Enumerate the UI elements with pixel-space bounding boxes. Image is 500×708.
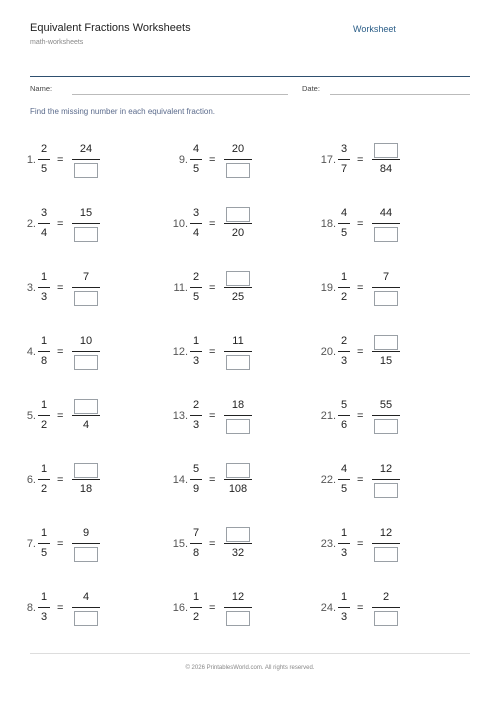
- fraction-bar: [190, 607, 202, 608]
- fraction-bar: [190, 223, 202, 224]
- fraction-bar: [338, 415, 350, 416]
- answer-box[interactable]: [374, 547, 398, 562]
- fraction-bar: [224, 351, 252, 352]
- given-numerator: 18: [231, 399, 245, 411]
- fraction-bar: [372, 479, 400, 480]
- fraction-bar: [190, 543, 202, 544]
- given-numerator: 12: [231, 591, 245, 603]
- fraction-bar: [372, 415, 400, 416]
- left-numerator: 2: [192, 271, 200, 283]
- given-numerator: 7: [82, 271, 90, 283]
- equals-sign: =: [357, 474, 364, 486]
- date-field-line[interactable]: [330, 94, 470, 95]
- fraction-bar: [372, 351, 400, 352]
- answer-box[interactable]: [226, 611, 250, 626]
- name-label: Name:: [30, 84, 53, 93]
- answer-box[interactable]: [226, 207, 250, 222]
- equals-sign: =: [209, 154, 216, 166]
- fraction-bar: [72, 479, 100, 480]
- fraction-bar: [224, 223, 252, 224]
- left-numerator: 1: [340, 591, 348, 603]
- fraction-bar: [372, 159, 400, 160]
- equals-sign: =: [57, 538, 64, 550]
- equals-sign: =: [57, 218, 64, 230]
- given-denominator: 32: [231, 547, 245, 559]
- left-denominator: 9: [192, 483, 200, 495]
- fraction-bar: [224, 287, 252, 288]
- problem-number: 17.: [320, 154, 336, 166]
- given-denominator: 4: [82, 419, 90, 431]
- answer-box[interactable]: [74, 547, 98, 562]
- problem-number: 24.: [320, 602, 336, 614]
- fraction-bar: [372, 287, 400, 288]
- equals-sign: =: [57, 602, 64, 614]
- answer-box[interactable]: [74, 611, 98, 626]
- left-numerator: 2: [192, 399, 200, 411]
- worksheet-badge: Worksheet: [353, 24, 396, 34]
- answer-box[interactable]: [374, 227, 398, 242]
- worksheet-title: Equivalent Fractions Worksheets: [30, 22, 191, 34]
- fraction-bar: [72, 607, 100, 608]
- given-numerator: 7: [382, 271, 390, 283]
- fraction-bar: [190, 479, 202, 480]
- answer-box[interactable]: [374, 143, 398, 158]
- left-denominator: 8: [40, 355, 48, 367]
- name-field-line[interactable]: [72, 94, 288, 95]
- fraction-bar: [72, 415, 100, 416]
- equals-sign: =: [357, 346, 364, 358]
- date-label: Date:: [302, 84, 320, 93]
- left-numerator: 4: [340, 207, 348, 219]
- problem-number: 19.: [320, 282, 336, 294]
- problem-number: 20.: [320, 346, 336, 358]
- left-denominator: 3: [340, 355, 348, 367]
- header-divider: [30, 76, 470, 77]
- fraction-bar: [72, 351, 100, 352]
- left-denominator: 3: [192, 419, 200, 431]
- fraction-bar: [372, 607, 400, 608]
- given-numerator: 10: [79, 335, 93, 347]
- problem-number: 22.: [320, 474, 336, 486]
- given-numerator: 12: [379, 527, 393, 539]
- left-numerator: 1: [340, 271, 348, 283]
- fraction-bar: [38, 479, 50, 480]
- equals-sign: =: [209, 218, 216, 230]
- given-numerator: 44: [379, 207, 393, 219]
- equals-sign: =: [209, 346, 216, 358]
- fraction-bar: [72, 223, 100, 224]
- fraction-bar: [224, 543, 252, 544]
- instructions: Find the missing number in each equivalent fraction.: [30, 107, 215, 116]
- left-numerator: 1: [40, 527, 48, 539]
- fraction-bar: [190, 287, 202, 288]
- left-numerator: 5: [340, 399, 348, 411]
- left-numerator: 4: [192, 143, 200, 155]
- answer-box[interactable]: [74, 291, 98, 306]
- answer-box[interactable]: [374, 611, 398, 626]
- answer-box[interactable]: [226, 419, 250, 434]
- equals-sign: =: [209, 602, 216, 614]
- given-numerator: 12: [379, 463, 393, 475]
- problem-number: 9.: [178, 154, 188, 166]
- equals-sign: =: [57, 346, 64, 358]
- problem-number: 18.: [320, 218, 336, 230]
- left-numerator: 5: [192, 463, 200, 475]
- worksheet-subtitle: math-worksheets: [30, 39, 84, 46]
- left-numerator: 2: [340, 335, 348, 347]
- fraction-bar: [38, 351, 50, 352]
- fraction-bar: [224, 479, 252, 480]
- answer-box[interactable]: [74, 399, 98, 414]
- left-denominator: 4: [40, 227, 48, 239]
- left-denominator: 5: [40, 547, 48, 559]
- answer-box[interactable]: [226, 527, 250, 542]
- left-numerator: 1: [40, 463, 48, 475]
- equals-sign: =: [209, 538, 216, 550]
- fraction-bar: [72, 159, 100, 160]
- answer-box[interactable]: [226, 271, 250, 286]
- fraction-bar: [190, 351, 202, 352]
- left-denominator: 2: [40, 483, 48, 495]
- equals-sign: =: [209, 474, 216, 486]
- answer-box[interactable]: [74, 355, 98, 370]
- answer-box[interactable]: [74, 227, 98, 242]
- left-denominator: 2: [340, 291, 348, 303]
- left-denominator: 5: [192, 163, 200, 175]
- left-numerator: 3: [340, 143, 348, 155]
- left-denominator: 2: [40, 419, 48, 431]
- left-denominator: 4: [192, 227, 200, 239]
- left-numerator: 3: [40, 207, 48, 219]
- fraction-bar: [190, 415, 202, 416]
- fraction-bar: [190, 159, 202, 160]
- answer-box[interactable]: [74, 463, 98, 478]
- fraction-bar: [338, 223, 350, 224]
- left-denominator: 3: [40, 291, 48, 303]
- equals-sign: =: [209, 410, 216, 422]
- answer-box[interactable]: [374, 483, 398, 498]
- left-numerator: 1: [40, 271, 48, 283]
- fraction-bar: [38, 223, 50, 224]
- equals-sign: =: [357, 154, 364, 166]
- fraction-bar: [338, 287, 350, 288]
- left-denominator: 5: [40, 163, 48, 175]
- problem-number: 21.: [320, 410, 336, 422]
- fraction-bar: [338, 159, 350, 160]
- problem-number: 23.: [320, 538, 336, 550]
- fraction-bar: [72, 287, 100, 288]
- given-numerator: 4: [82, 591, 90, 603]
- fraction-bar: [372, 223, 400, 224]
- given-numerator: 11: [232, 335, 244, 347]
- problem-number: 15.: [172, 538, 188, 550]
- given-numerator: 24: [79, 143, 93, 155]
- given-numerator: 20: [231, 143, 245, 155]
- equals-sign: =: [57, 154, 64, 166]
- problem-number: 4.: [26, 346, 36, 358]
- problem-number: 1.: [26, 154, 36, 166]
- left-denominator: 8: [192, 547, 200, 559]
- fraction-bar: [38, 607, 50, 608]
- left-denominator: 5: [340, 227, 348, 239]
- left-numerator: 1: [40, 399, 48, 411]
- footer-divider: [30, 653, 470, 654]
- fraction-bar: [338, 607, 350, 608]
- left-denominator: 3: [192, 355, 200, 367]
- fraction-bar: [224, 159, 252, 160]
- fraction-bar: [72, 543, 100, 544]
- left-denominator: 2: [192, 611, 200, 623]
- equals-sign: =: [357, 602, 364, 614]
- fraction-bar: [38, 543, 50, 544]
- given-numerator: 55: [379, 399, 393, 411]
- left-numerator: 1: [40, 591, 48, 603]
- problem-number: 2.: [26, 218, 36, 230]
- fraction-bar: [338, 479, 350, 480]
- answer-box[interactable]: [374, 291, 398, 306]
- fraction-bar: [372, 543, 400, 544]
- answer-box[interactable]: [226, 463, 250, 478]
- answer-box[interactable]: [226, 355, 250, 370]
- footer-copyright: © 2026 PrintablesWorld.com. All rights reserved.: [185, 665, 315, 671]
- answer-box[interactable]: [374, 335, 398, 350]
- left-numerator: 1: [192, 591, 200, 603]
- given-denominator: 25: [231, 291, 245, 303]
- fraction-bar: [38, 287, 50, 288]
- left-denominator: 3: [40, 611, 48, 623]
- problem-number: 6.: [26, 474, 36, 486]
- answer-box[interactable]: [74, 163, 98, 178]
- given-numerator: 2: [382, 591, 390, 603]
- problem-number: 16.: [172, 602, 188, 614]
- problem-number: 13.: [172, 410, 188, 422]
- problem-number: 7.: [26, 538, 36, 550]
- given-denominator: 15: [379, 355, 393, 367]
- problem-number: 12.: [172, 346, 188, 358]
- equals-sign: =: [357, 218, 364, 230]
- equals-sign: =: [209, 282, 216, 294]
- problem-number: 14.: [172, 474, 188, 486]
- fraction-bar: [224, 607, 252, 608]
- equals-sign: =: [357, 538, 364, 550]
- fraction-bar: [338, 543, 350, 544]
- equals-sign: =: [357, 410, 364, 422]
- fraction-bar: [38, 415, 50, 416]
- left-denominator: 3: [340, 547, 348, 559]
- given-numerator: 15: [79, 207, 93, 219]
- left-denominator: 6: [340, 419, 348, 431]
- given-numerator: 9: [82, 527, 90, 539]
- left-numerator: 7: [192, 527, 200, 539]
- fraction-bar: [338, 351, 350, 352]
- equals-sign: =: [57, 474, 64, 486]
- left-numerator: 3: [192, 207, 200, 219]
- answer-box[interactable]: [374, 419, 398, 434]
- left-denominator: 7: [340, 163, 348, 175]
- fraction-bar: [38, 159, 50, 160]
- answer-box[interactable]: [226, 163, 250, 178]
- given-denominator: 20: [231, 227, 245, 239]
- left-numerator: 4: [340, 463, 348, 475]
- problem-number: 5.: [26, 410, 36, 422]
- given-denominator: 84: [379, 163, 393, 175]
- left-numerator: 1: [40, 335, 48, 347]
- equals-sign: =: [357, 282, 364, 294]
- left-numerator: 1: [340, 527, 348, 539]
- problem-number: 11.: [173, 282, 188, 294]
- left-denominator: 5: [340, 483, 348, 495]
- problem-number: 3.: [26, 282, 36, 294]
- equals-sign: =: [57, 410, 64, 422]
- left-numerator: 2: [40, 143, 48, 155]
- fraction-bar: [224, 415, 252, 416]
- given-denominator: 18: [79, 483, 93, 495]
- problem-number: 10.: [172, 218, 188, 230]
- left-denominator: 3: [340, 611, 348, 623]
- left-denominator: 5: [192, 291, 200, 303]
- given-denominator: 108: [228, 483, 248, 495]
- problem-number: 8.: [26, 602, 36, 614]
- equals-sign: =: [57, 282, 64, 294]
- left-numerator: 1: [192, 335, 200, 347]
